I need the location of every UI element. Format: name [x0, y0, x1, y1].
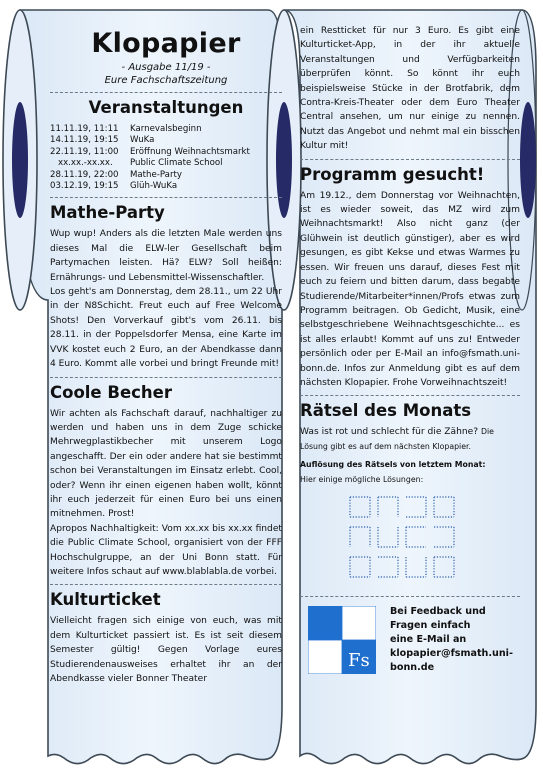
event-date: 28.11.19, 22:00 — [50, 169, 119, 180]
mathe-party-heading: Mathe-Party — [50, 203, 165, 223]
mathe-party-paragraph-2: Los geht's am Donnerstag, dem 28.11., um 22 Uhr in der N8Schicht. Freut euch auf Free Welcome Shots! Den Vorverkauf gibt's vom 26.11. bis 28.11. in der Poppelsdorfer Mensa, eine Karte im VVK kostet euch 2 Euro, an der Abendkasse dann 4 Euro. Kommt alle vorbei und bringt Freunde mit! — [50, 287, 282, 370]
event-row — [50, 158, 282, 169]
raetsel-solution-text: Hier einige mögliche Lösungen: — [300, 474, 424, 484]
divider — [50, 92, 282, 93]
event-name: Eröffnung Weihnachtsmarkt — [130, 146, 250, 157]
event-row — [50, 147, 282, 158]
coole-becher-paragraph-1: Wir achten als Fachschaft darauf, nachhaltiger zu werden und haben uns in dem Zuge schicke Mehrwegplastikbecher mit unserem Logo angeschafft. Der ein oder andere hat sie bestimmt schon bei Veranstaltungen im Einsatz erlebt. Cool, oder? Wenn ihr einen eigenen haben wollt, könnt ihr euch jederzeit für einen Euro bei uns einen mitnehmen. Prost! — [50, 408, 282, 520]
feedback-line: Fragen einfach — [390, 619, 471, 631]
issue-number: - Ausgabe 11/19 - — [121, 62, 211, 73]
divider — [300, 395, 520, 396]
programm-paragraph: Am 19.12., dem Donnerstag vor Weihnachten, ist es wieder soweit, das MZ wird zum Weihnachtsmarkt! Also nicht ganz (der Glühwein ist deutlich günstiger), aber es wird gesungen, es gibt Kekse und etwas Warmes zu essen. Wir freuen uns darauf, dieses Fest mit euch zu feiern und bitten darum, dass begabte Studierende/Mitarbeiter*innen/Profs etwas zum Programm beitragen. Ob Gedicht, Musik, eine selbstgeschriebene Weihnachtsgeschichte... es ist alles erlaubt! Kommt auf uns zu! Entweder persönlich oder per E-Mail an info@fsmath.uni-bonn.de. Infos zur Anmeldung gibt es auf dem nächsten Klopapier. Frohe Vorweihnachtszeit! — [300, 190, 520, 388]
event-name: Glüh-WuKa — [130, 181, 178, 192]
event-date: 22.11.19, 11:00 — [50, 146, 119, 157]
event-row — [50, 135, 282, 146]
event-row — [50, 181, 282, 192]
raetsel-solution-label: Auflösung des Rätsels von letztem Monat — [300, 460, 483, 470]
event-date: 03.12.19, 19:15 — [50, 181, 119, 192]
feedback-email[interactable]: bonn.de — [390, 661, 435, 673]
kulturticket-heading: Kulturticket — [50, 590, 161, 610]
feedback-email[interactable]: klopapier@fsmath.uni- — [390, 647, 513, 659]
divider — [300, 159, 520, 160]
feedback-box — [300, 605, 520, 675]
raetsel-heading: Rätsel des Monats — [300, 401, 472, 421]
feedback-line: eine E-Mail an — [390, 633, 467, 645]
event-date: 11.11.19, 11:11 — [50, 124, 119, 134]
divider — [50, 584, 282, 585]
event-date: xx.xx.-xx.xx. — [58, 158, 113, 169]
divider — [300, 596, 520, 597]
raetsel-question-block — [300, 425, 520, 454]
matchstick-puzzle-image — [348, 495, 460, 587]
kulturticket-paragraph-continued: ein Restticket für nur 3 Euro. Es gibt eine Kulturticket-App, in der ihr aktuelle Veranstaltungen und Verfügbarkeiten überprüfen könnt. So könnt ihr euch beispielsweise Stücke in der Brotfabrik, dem Contra-Kreis-Theater oder dem Euro Theater Central ansehen, um nur einige zu nennen. Nutzt das Angebot und nehmt mal ein bisschen Kultur mit! — [300, 26, 520, 152]
right-column — [300, 24, 520, 675]
event-name: Public Climate School — [130, 158, 223, 169]
feedback-line: Bei Feedback und — [390, 605, 486, 617]
logo-text: Fs — [348, 649, 370, 671]
raetsel-question: Was ist rot und schlecht für die Zähne? — [300, 427, 479, 438]
colon: : — [482, 460, 486, 470]
events-heading: Veranstaltungen — [88, 98, 244, 117]
event-name: WuKa — [130, 135, 155, 146]
events-list — [50, 124, 282, 192]
event-row — [50, 124, 282, 135]
newspaper-title: Klopapier — [91, 28, 241, 59]
event-name: Karnevalsbeginn — [130, 124, 202, 134]
feedback-text — [390, 605, 518, 675]
event-row — [50, 170, 282, 181]
fachschaft-logo-icon — [308, 606, 376, 674]
coole-becher-paragraph-2: Apropos Nachhaltigkeit: Vom xx.xx bis xx.xx findet die Public Climate School, organisiert von der FFF Hochschulgruppe, an der Uni Bonn statt. Für weitere Infos schaut auf www.blablabla.de vorbei. — [50, 523, 282, 577]
left-column — [50, 24, 282, 686]
divider — [50, 197, 282, 198]
mathe-party-paragraph-1: Wup wup! Anders als die letzten Male werden uns dieses Mal die ELW-ler Gesellschaft beim Partymachen leisten. Hä? ELW? Soll heißen: Ernährungs- und Lebensmittel-Wissenschaftler. — [50, 229, 282, 283]
raetsel-hint: Die Lösung gibt es auf dem nächsten Klopapier. — [300, 427, 494, 451]
programm-heading: Programm gesucht! — [300, 164, 485, 184]
newspaper-subtitle: Eure Fachschaftszeitung — [104, 75, 228, 86]
coole-becher-heading: Coole Becher — [50, 382, 172, 402]
kulturticket-paragraph: Vielleicht fragen sich einige von euch, was mit dem Kulturticket passiert ist. Es ist seit diesem Semester gültig! Gegen Vorlage eures Studierendenausweises erhaltet ihr an der Abendkasse vieler Bonner Theater — [50, 616, 282, 684]
event-date: 14.11.19, 19:15 — [50, 135, 119, 146]
event-name: Mathe-Party — [130, 169, 182, 180]
raetsel-solution-block — [300, 458, 520, 487]
divider — [50, 377, 282, 378]
